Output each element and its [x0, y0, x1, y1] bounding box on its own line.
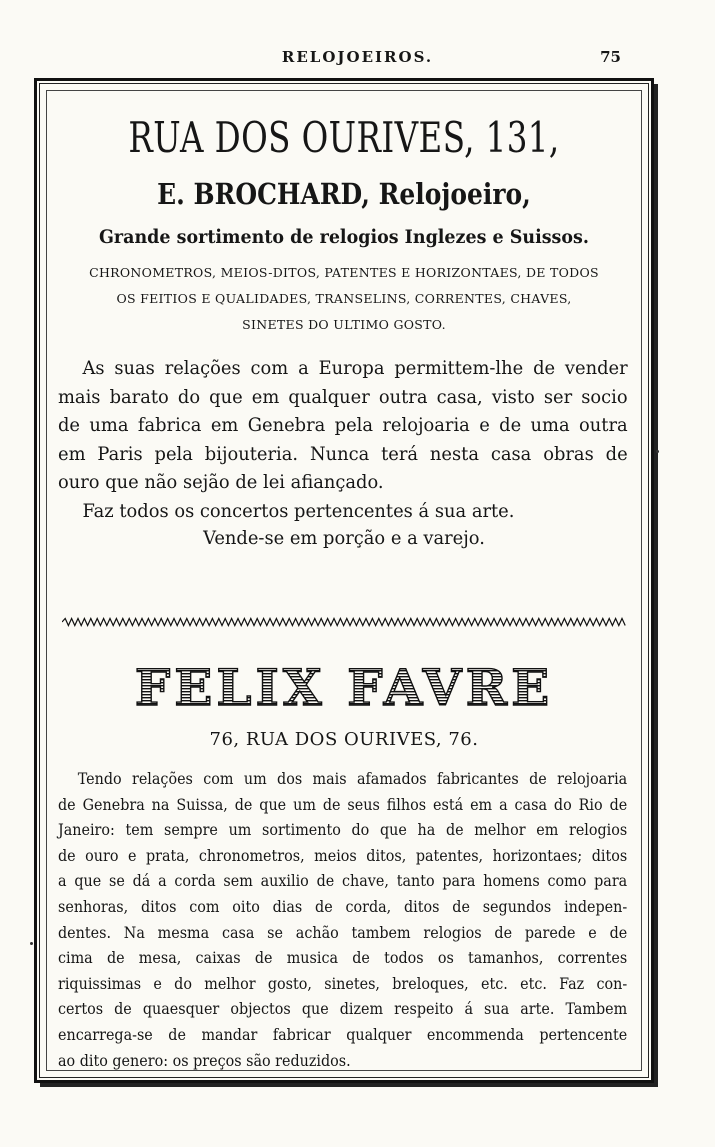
body-line: dentes. Na mesma casa se achão tambem relogios de parede e de [58, 922, 628, 942]
brochard-advertisement [58, 100, 630, 549]
brochard-product-list [58, 260, 630, 338]
brochard-name: E. BROCHARD, Relojoeiro, [157, 177, 531, 211]
running-head: RELOJOEIROS. [281, 48, 434, 66]
body-line: de uma fabrica em Genebra pela relojoaria e de uma outra [58, 414, 628, 436]
wavy-divider [62, 617, 628, 627]
product-line: SINETES DO ULTIMO GOSTO. [242, 317, 446, 332]
body-line: de Genebra na Suissa, de que um de seus filhos está em a casa do Rio de [58, 794, 628, 814]
body-line: senhoras, ditos com oito dias de corda, ditos de segundos indepen- [58, 896, 628, 916]
body-line: mais barato do que em qualquer outra casa, visto ser socio [58, 385, 628, 408]
brochard-body [58, 354, 628, 525]
repairs-line: Faz todos os concertos pertencentes á sua arte. [82, 499, 515, 522]
favre-title [58, 655, 630, 715]
product-line: CHRONOMETROS, MEIOS-DITOS, PATENTES E HORIZONTAES, DE TODOS [89, 265, 599, 280]
print-speck [30, 942, 33, 945]
body-line: riquissimas e do melhor gosto, sinetes, breloques, etc. etc. Faz con- [58, 973, 628, 993]
print-speck [656, 450, 659, 453]
brochard-address-heading: RUA DOS OURIVES, 131, [128, 113, 560, 162]
favre-advertisement [58, 655, 630, 1073]
frame-shadow-right [654, 84, 658, 1086]
body-line: ouro que não sejão de lei afiançado. [58, 471, 384, 493]
body-line: As suas relações com a Europa permittem-lhe de vender [82, 357, 628, 379]
favre-body [58, 766, 627, 1073]
page-number: 75 [600, 48, 621, 66]
product-line: OS FEITIOS E QUALIDADES, TRANSELINS, CORRENTES, CHAVES, [116, 291, 572, 306]
body-line: cima de mesa, caixas de musica de todos os tamanhos, correntes [58, 948, 628, 968]
body-line: encarrega-se de mandar fabricar qualquer encommenda pertencente [58, 1024, 628, 1044]
favre-address: 76, RUA DOS OURIVES, 76. [209, 729, 479, 750]
body-line: Janeiro: tem sempre um sortimento do que ha de melhor em relogios [58, 820, 628, 840]
body-line: Tendo relações com um dos mais afamados fabricantes de relojoaria [77, 769, 628, 788]
favre-title-text: FELIX FAVRE [134, 658, 554, 717]
sale-line: Vende-se em porção e a varejo. [203, 527, 485, 549]
body-line: a que se dá a corda sem auxilio de chave, tanto para homens como para [58, 871, 628, 891]
body-line: em Paris pela bijouteria. Nunca terá nesta casa obras de [58, 442, 628, 465]
frame-shadow-bottom [40, 1083, 658, 1087]
body-line: de ouro e prata, chronometros, meios ditos, patentes, horizontaes; ditos [58, 845, 628, 865]
favre-title-ornamental [58, 655, 630, 717]
page-header [0, 48, 715, 72]
brochard-tagline: Grande sortimento de relogios Inglezes e Suissos. [99, 226, 589, 248]
body-line: certos de quaesquer objectos que dizem respeito á sua arte. Tambem [58, 999, 628, 1019]
body-line: ao dito genero: os preços são reduzidos. [58, 1050, 351, 1070]
